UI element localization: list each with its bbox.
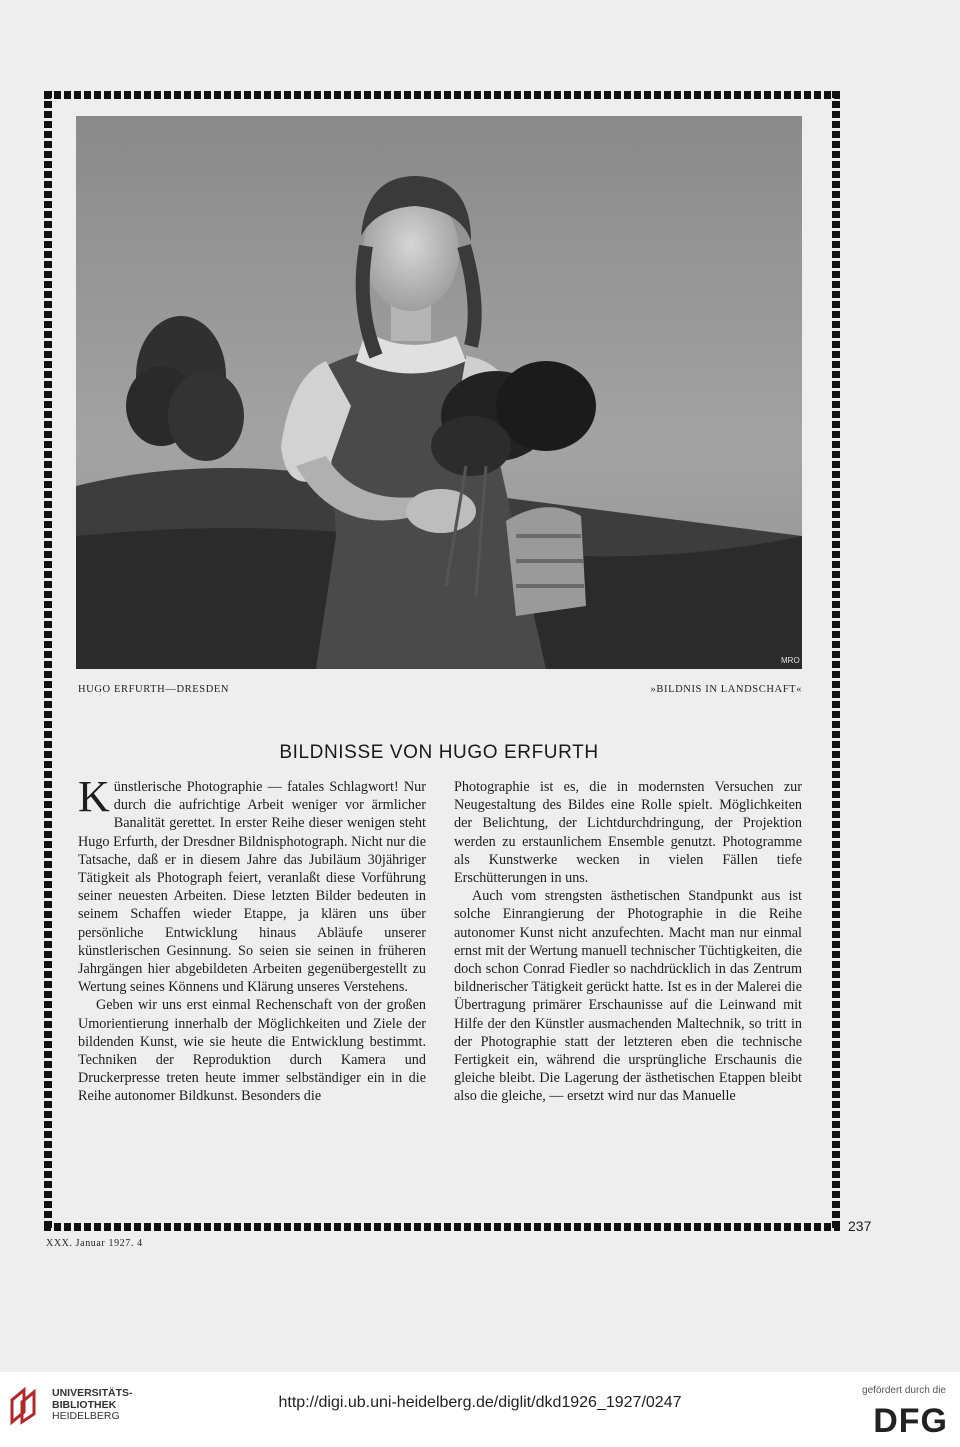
frame-right-border — [832, 91, 840, 1231]
photo-mark: MRO — [781, 656, 800, 665]
frame-top-border — [44, 91, 840, 99]
frame-left-border — [44, 91, 52, 1231]
text-column-left — [78, 772, 426, 1106]
frame-bottom-border — [44, 1223, 840, 1231]
permalink-url[interactable]: http://digi.ub.uni-heidelberg.de/diglit/dkd1926_1927/0247 — [278, 1394, 682, 1411]
paragraph: Auch vom strengsten ästhetischen Standpunkt aus ist solche Einrangierung der Photographie in die Reihe autonomer Kunst nicht anzufechten. Macht man nur einmal ernst mit der Wertung manuell technischer Tüchtigkeiten, die doch schon Conrad Fiedler so nachdrücklich in das Zentrum bildnerischer Tätigkeit gerückt hatte. Ist es in der Malerei die Übertragung primärer Erschaunisse auf die Leinwand mit Hilfe der den Künstler ausmachenden Maltechnik, so tritt in der Photographie statt der letzteren eben die technische Fertigkeit ein, während die ursprüngliche Erschaunis die gleiche bleibt. Die Lagerung der ästhetischen Etappen bleibt also die gleiche, — ersetzt wird nur das Manuelle — [454, 888, 802, 1105]
dfg-logo: DFG — [873, 1402, 948, 1440]
portrait-illustration — [76, 116, 802, 669]
drop-cap: K — [78, 772, 110, 821]
university-line: UNIVERSITÄTS- — [52, 1387, 133, 1399]
paragraph: Photographie ist es, die in modernsten Versuchen zur Neugestaltung des Bildes eine Rolle spielt. Möglichkeiten der Belichtung, der Lichtdurchdringung, der Projektion werden zu erstaunlichem Ensemble genutzt. Photogramme als Kunstwerke wecken in vielen Fällen tiefe Erschütterungen in uns. — [454, 779, 802, 887]
paragraph — [78, 772, 426, 996]
portrait-photograph — [76, 116, 802, 669]
article-title: BILDNISSE VON HUGO ERFURTH — [279, 742, 599, 763]
paragraph-text: ünstlerische Photographie — fatales Schlagwort! Nur durch die aufrichtige Arbeit weniger vor ärmlicher Banalität gerettet. In erster Reihe dieser wenigen steht Hugo Erfurth, der Dresdner Bildnisphotograph. Nicht nur die Tatsache, daß er in diesem Jahre das Jubiläum 30jähriger Tätigkeit als Photograph feiert, veranlaßt diese Vorführung seiner neuesten Arbeiten. Diese letzten Bilder bedeuten in seinem Schaffen wieder Etappe, ja klären uns über persönliche Entwicklung hinaus Abläufe unserer künstlerischen Gesinnung. So seien sie seinen in früheren Jahrgängen hier abgebildeten Arbeiten gegenübergestellt zu Wertung seines Könnens und Klärung unseres Verstehens. — [78, 779, 426, 996]
footer-bar — [0, 1372, 960, 1447]
caption-photographer: HUGO ERFURTH—DRESDEN — [78, 684, 230, 695]
university-line: BIBLIOTHEK — [52, 1398, 117, 1411]
university-line: HEIDELBERG — [52, 1410, 120, 1422]
funding-note: gefördert durch die — [862, 1385, 946, 1396]
issue-line: XXX. Januar 1927. 4 — [46, 1238, 143, 1249]
text-column-right — [454, 778, 802, 1106]
page-number: 237 — [848, 1218, 872, 1234]
caption-photo-title: »BILDNIS IN LANDSCHAFT« — [650, 684, 802, 695]
paragraph: Geben wir uns erst einmal Rechenschaft von der großen Umorientierung innerhalb der Möglichkeiten und Ziele der bildenden Kunst, wie sie heute die Entwicklung bestimmt. Techniken der Reproduktion durch Kamera und Druckerpresse treten heute immer selbständiger ein in die Reihe autonomer Bildkunst. Besonders die — [78, 997, 426, 1105]
